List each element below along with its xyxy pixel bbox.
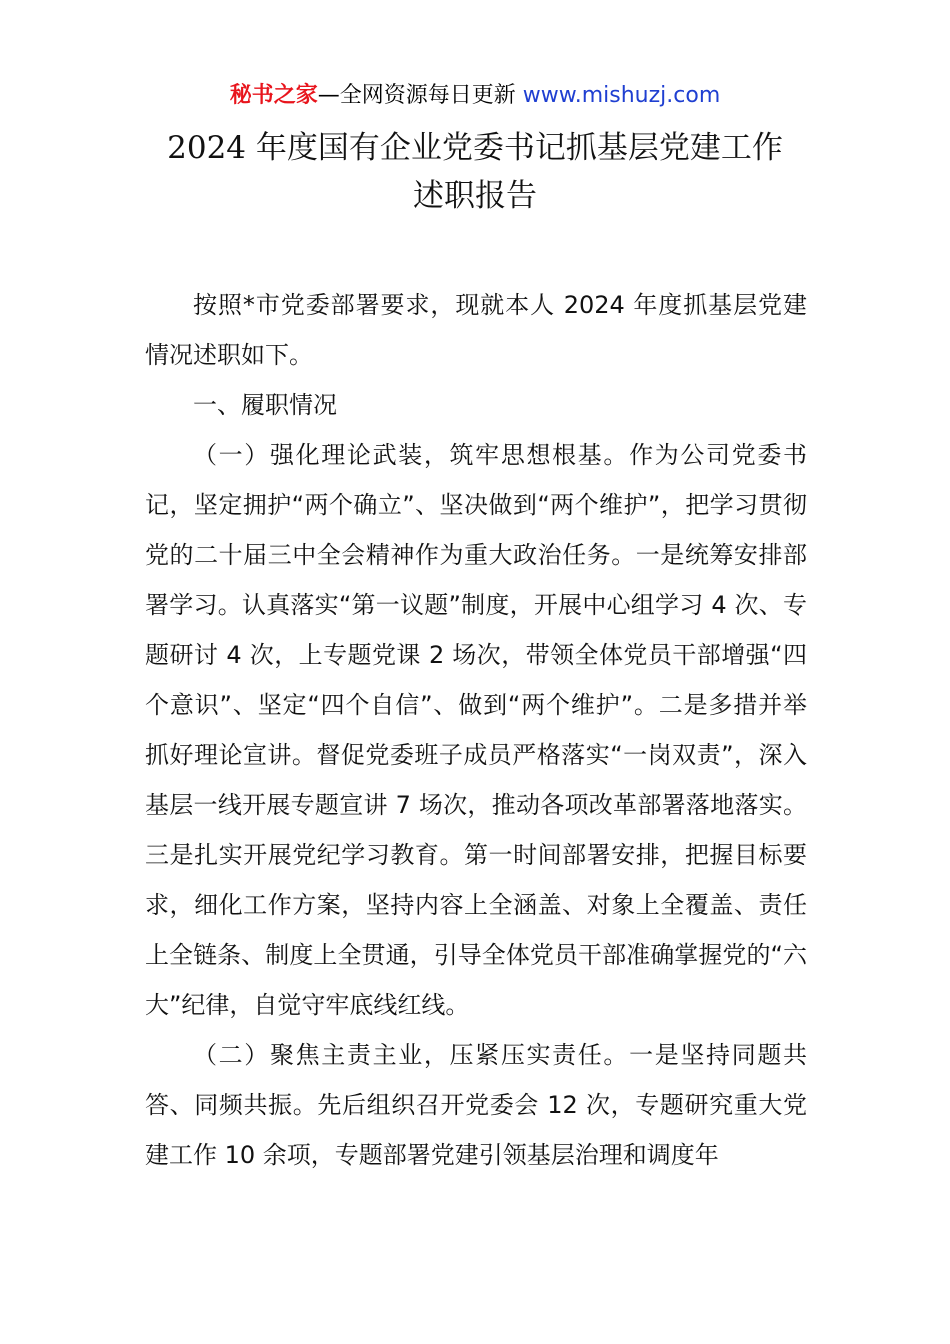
document-title-line1: 2024 年度国有企业党委书记抓基层党建工作	[167, 130, 783, 166]
header-url: www.mishuzj.com	[522, 83, 721, 108]
brand-name: 秘书之家	[229, 83, 318, 108]
intro-paragraph: 按照*市党委部署要求，现就本人 2024 年度抓基层党建情况述职如下。	[145, 291, 807, 369]
watermark-header	[0, 80, 950, 112]
body-paragraph: （二）聚焦主责主业，压紧压实责任。一是坚持同题共答、同频共振。先后组织召开党委会 12 次，专题研究重大党建工作 10 余项，专题部署党建引领基层治理和调度年	[145, 1041, 807, 1169]
document-body	[145, 280, 807, 1180]
header-tagline: —全网资源每日更新	[317, 83, 516, 108]
section-heading: 一、履职情况	[193, 391, 337, 419]
body-paragraph: （一）强化理论武装，筑牢思想根基。作为公司党委书记，坚定拥护“两个确立”、坚决做到“两个维护”，把学习贯彻党的二十届三中全会精神作为重大政治任务。一是统筹安排部署学习。认真落实“第一议题”制度，开展中心组学习 4 次、专题研讨 4 次，上专题党课 2 场次，带领全体党员干部增强“四个意识”、坚定“四个自信”、做到“两个维护”。二是多措并举抓好理论宣讲。督促党委班子成员严格落实“一岗双责”，深入基层一线开展专题宣讲 7 场次，推动各项改革部署落地落实。三是扎实开展党纪学习教育。第一时间部署安排，把握目标要求，细化工作方案，坚持内容上全涵盖、对象上全覆盖、责任上全链条、制度上全贯通，引导全体党员干部准确掌握党的“六大”纪律，自觉守牢底线红线。	[145, 441, 807, 1019]
document-title-line2: 述职报告	[413, 178, 537, 214]
